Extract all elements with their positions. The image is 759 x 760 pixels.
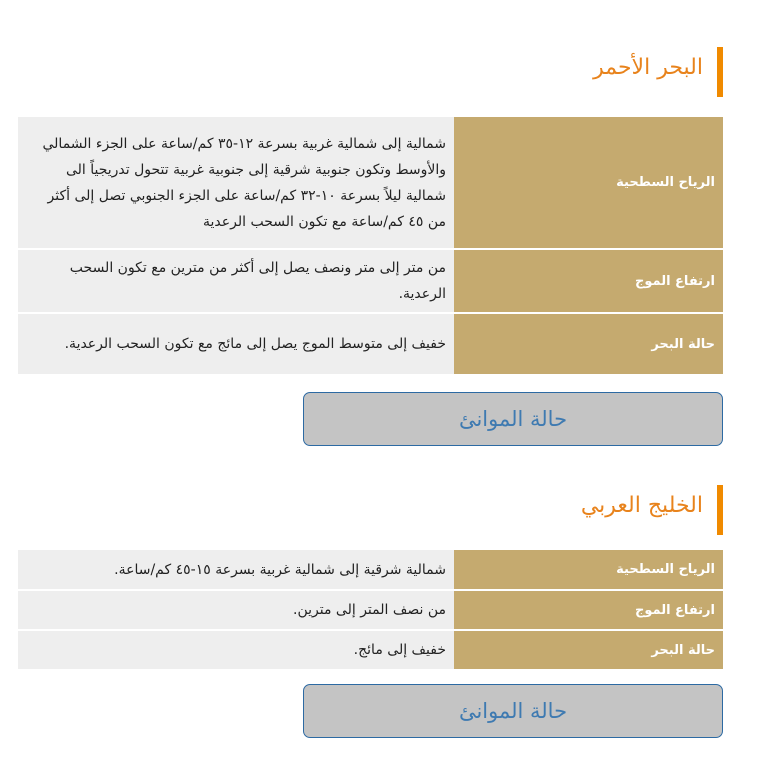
red-sea-forecast-table bbox=[18, 117, 723, 376]
red-sea-title: البحر الأحمر bbox=[593, 55, 703, 80]
wave-height-value: من نصف المتر إلى مترين. bbox=[18, 590, 454, 630]
red-sea-section bbox=[18, 47, 723, 431]
wave-height-label: ارتفاع الموج bbox=[454, 590, 723, 630]
arabian-gulf-forecast-table bbox=[18, 550, 723, 671]
sea-state-value: خفيف إلى مائج. bbox=[18, 630, 454, 670]
red-sea-ports-status-button[interactable]: حالة الموانئ bbox=[303, 392, 723, 446]
table-row bbox=[18, 590, 723, 630]
surface-winds-value: شمالية إلى شمالية غربية بسرعة ١٢-٣٥ كم/ساعة على الجزء الشمالي والأوسط وتكون جنوبية شرقية إلى جنوبية غربية تتحول تدريجياً الى شمالية ليلاً بسرعة ١٠-٣٢ كم/ساعة على الجزء الجنوبي تصل إلى أكثر من ٤٥ كم/ساعة مع تكون السحب الرعدية bbox=[18, 117, 454, 249]
sea-state-value: خفيف إلى متوسط الموج يصل إلى مائج مع تكون السحب الرعدية. bbox=[18, 313, 454, 375]
arabian-gulf-ports-status-button[interactable]: حالة الموانئ bbox=[303, 684, 723, 738]
table-row bbox=[18, 249, 723, 313]
sea-state-label: حالة البحر bbox=[454, 630, 723, 670]
sea-state-label: حالة البحر bbox=[454, 313, 723, 375]
table-row bbox=[18, 117, 723, 249]
wave-height-label: ارتفاع الموج bbox=[454, 249, 723, 313]
arabian-gulf-title: الخليج العربي bbox=[580, 493, 703, 518]
table-row bbox=[18, 313, 723, 375]
arabian-gulf-section bbox=[18, 485, 723, 723]
wave-height-value: من متر إلى متر ونصف يصل إلى أكثر من مترين مع تكون السحب الرعدية. bbox=[18, 249, 454, 313]
surface-winds-label: الرياح السطحية bbox=[454, 550, 723, 590]
table-row bbox=[18, 550, 723, 590]
heading-accent-bar bbox=[717, 485, 723, 535]
red-sea-heading bbox=[18, 47, 723, 97]
surface-winds-value: شمالية شرقية إلى شمالية غربية بسرعة ١٥-٤٥ كم/ساعة. bbox=[18, 550, 454, 590]
table-row bbox=[18, 630, 723, 670]
surface-winds-label: الرياح السطحية bbox=[454, 117, 723, 249]
heading-accent-bar bbox=[717, 47, 723, 97]
arabian-gulf-heading bbox=[18, 485, 723, 535]
